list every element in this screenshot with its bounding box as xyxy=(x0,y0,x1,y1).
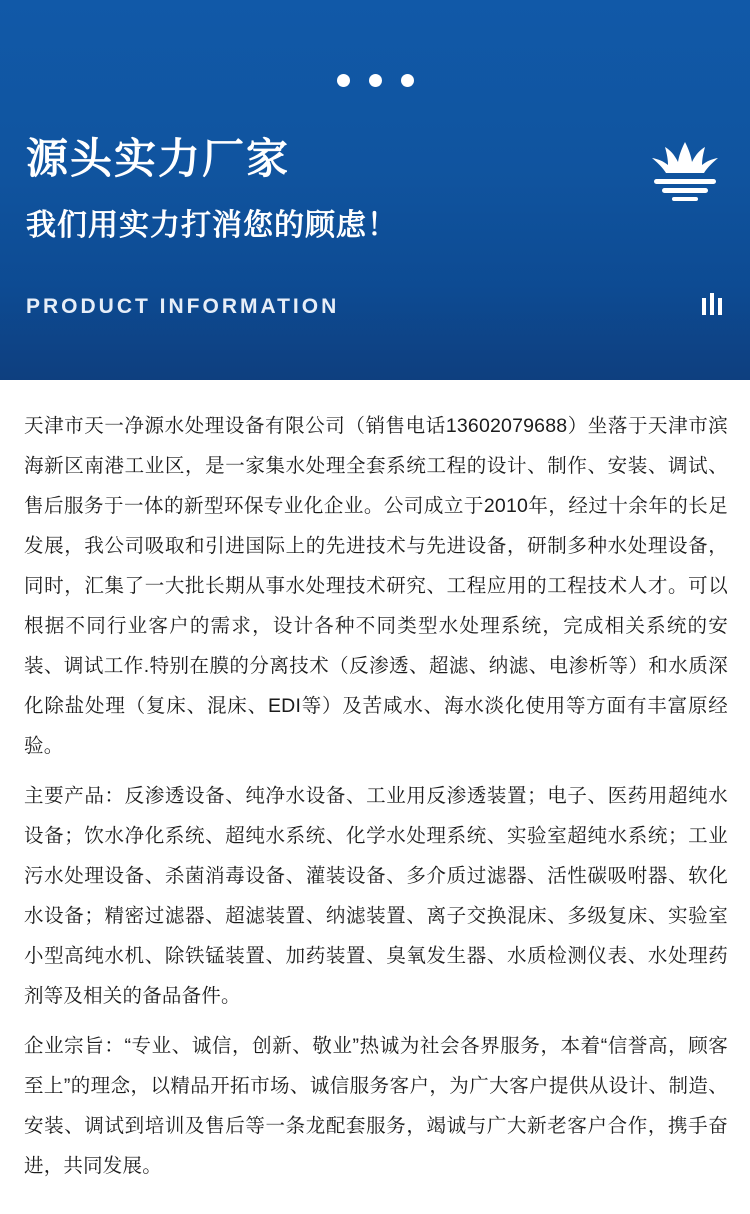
hero-banner xyxy=(0,0,750,380)
fountain-crown-icon xyxy=(646,140,724,202)
three-bars-icon xyxy=(702,293,722,315)
paragraph-main-products: 主要产品：反渗透设备、纯净水设备、工业用反渗透装置；电子、医药用超纯水设备；饮水净化系统、超纯水系统、化学水处理系统、实验室超纯水系统；工业污水处理设备、杀菌消毒设备、灌装设备、多介质过滤器、活性碳吸咐器、软化水设备；精密过滤器、超滤装置、纳滤装置、离子交换混床、多级复床、实验室小型高纯水机、除铁锰装置、加药装置、臭氧发生器、水质检测仪表、水处理药剂等及相关的备品备件。 xyxy=(24,785,728,1007)
dot-icon xyxy=(401,74,414,87)
paragraph-company-mission: 企业宗旨：“专业、诚信，创新、敬业”热诚为社会各界服务，本着“信誉高，顾客至上”的理念，以精品开拓市场、诚信服务客户，为广大客户提供从设计、制造、安装、调试到培训及售后等一条龙配套服务，竭诚与广大新老客户合作，携手奋进，共同发展。 xyxy=(24,1035,728,1177)
dot-icon xyxy=(337,74,350,87)
banner-eyebrow-label: PRODUCT INFORMATION xyxy=(26,295,340,318)
banner-subheadline: 我们用实力打消您的顾虑！ xyxy=(26,209,398,242)
company-description xyxy=(0,380,750,1214)
banner-inner xyxy=(0,0,750,380)
dot-icon xyxy=(369,74,382,87)
dot-indicator xyxy=(0,74,750,87)
paragraph-company-intro: 天津市天一净源水处理设备有限公司（销售电话13602079688）坐落于天津市滨海新区南港工业区，是一家集水处理全套系统工程的设计、制作、安装、调试、售后服务于一体的新型环保专业化企业。公司成立于2010年，经过十余年的长足发展，我公司吸取和引进国际上的先进技术与先进设备，研制多种水处理设备，同时，汇集了一大批长期从事水处理技术研究、工程应用的工程技术人才。可以根据不同行业客户的需求，设计各种不同类型水处理系统，完成相关系统的安装、调试工作.特别在膜的分离技术（反渗透、超滤、纳滤、电渗析等）和水质深化除盐处理（复床、混床、EDI等）及苦咸水、海水淡化使用等方面有丰富原经验。 xyxy=(24,415,728,757)
banner-headline: 源头实力厂家 xyxy=(26,135,291,182)
